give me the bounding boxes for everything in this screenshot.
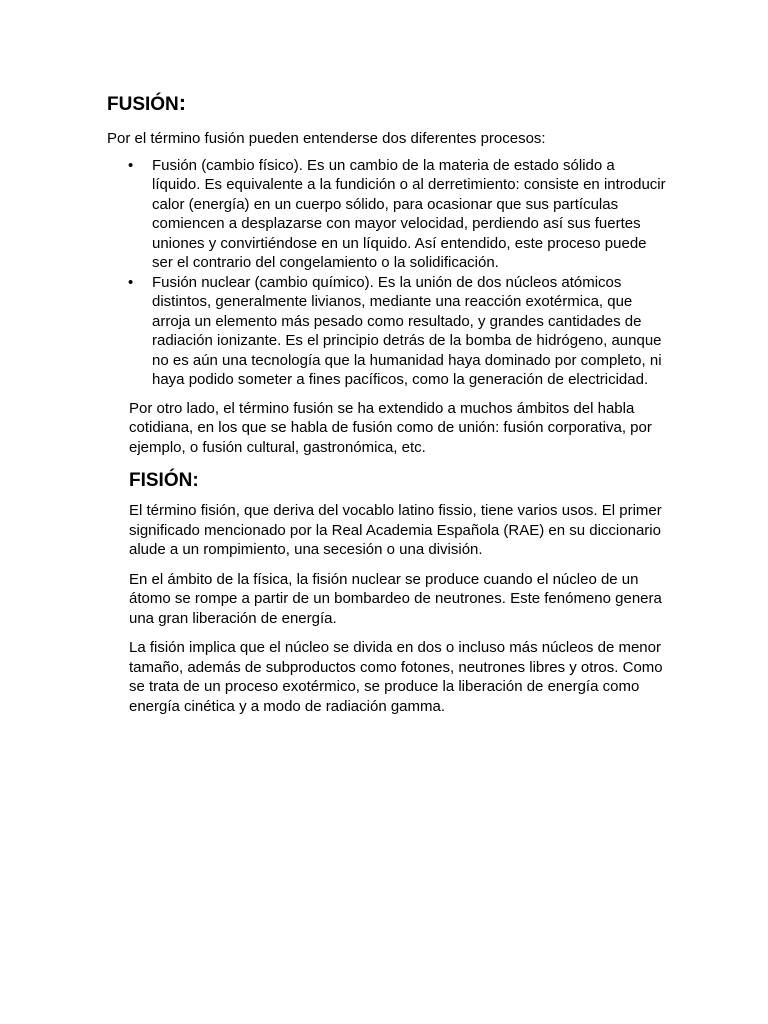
list-item-text: Fusión nuclear (cambio químico). Es la unión de dos núcleos atómicos distintos, generalmente livianos, mediante una reacción exotérmica, que arroja un elemento más pesado como resultado, y grandes cantidades de radiación ionizante. Es el principio detrás de la bomba de hidrógeno, aunque no es aún una tecnología que la humanidad haya dominado por completo, ni haya podido someter a fines pacíficos, como la generación de electricidad. [152,273,662,388]
list-item-text: Fusión (cambio físico). Es un cambio de la materia de estado sólido a líquido. Es equivalente a la fundición o al derretimiento: consiste en introducir calor (energía) en un cuerpo sólido, para ocasionar que sus partículas comiencen a desplazarse con mayor velocidad, perdiendo así sus fuertes uniones y convirtiéndose en un líquido. Así entendido, este proceso puede ser el contrario del congelamiento o la solidificación. [152,156,666,271]
bullet-icon: • [128,273,134,291]
fusion-heading-colon: : [178,90,187,115]
fision-paragraph: El término fisión, que deriva del vocablo latino fissio, tiene varios usos. El primer significado mencionado por la Real Academia Española (RAE) en su diccionario alude a un rompimiento, una secesión o una división. [129,502,662,558]
list-item [107,156,667,273]
fusion-definitions-list [107,156,667,390]
fusion-heading-text: FUSIÓN [107,94,179,115]
fusion-intro: Por el término fusión pueden entenderse dos diferentes procesos: [107,130,546,147]
fision-paragraph: La fisión implica que el núcleo se divida en dos o incluso más núcleos de menor tamaño, además de subproductos como fotones, neutrones libres y otros. Como se trata de un proceso exotérmico, se produce la liberación de energía como energía cinética y a modo de radiación gamma. [129,639,663,715]
list-item [107,273,667,390]
fision-paragraph: En el ámbito de la física, la fisión nuclear se produce cuando el núcleo de un átomo se rompe a partir de un bombardeo de neutrones. Este fenómeno genera una gran liberación de energía. [129,570,662,627]
document-page [107,88,667,716]
fision-heading: FISIÓN: [129,470,199,491]
fusion-heading [107,88,667,120]
fusion-closing-paragraph: Por otro lado, el término fusión se ha extendido a muchos ámbitos del habla cotidiana, en los que se habla de fusión como de unión: fusión corporativa, por ejemplo, o fusión cultural, gastronómica, etc. [129,399,652,456]
bullet-icon: • [128,156,134,174]
